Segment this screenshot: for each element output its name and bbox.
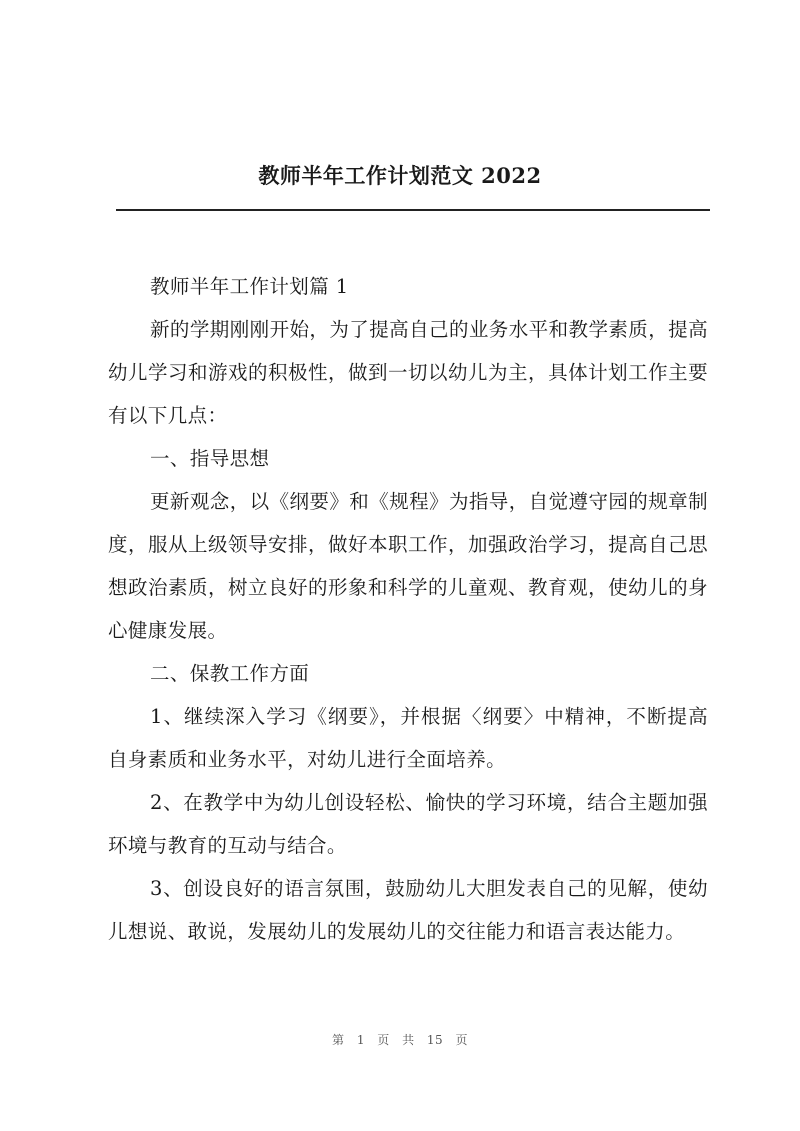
list-item: 1、继续深入学习《纲要》，并根据〈纲要〉中精神，不断提高自身素质和业务水平，对幼儿进行全面培养。 xyxy=(108,705,708,771)
document-title: 教师半年工作计划范文 2022 xyxy=(258,163,542,188)
list-item: 3、创设良好的语言氛围，鼓励幼儿大胆发表自己的见解，使幼儿想说、敢说，发展幼儿的发展幼儿的交往能力和语言表达能力。 xyxy=(108,877,708,943)
body-paragraph: 更新观念，以《纲要》和《规程》为指导，自觉遵守园的规章制度，服从上级领导安排，做好本职工作，加强政治学习，提高自己思想政治素质，树立良好的形象和科学的儿童观、教育观，使幼儿的身心健康发展。 xyxy=(108,490,708,642)
section-heading: 教师半年工作计划篇 1 xyxy=(150,275,349,298)
document-body xyxy=(108,265,708,953)
page-number: 第 1 页 共 15 页 xyxy=(332,1033,468,1047)
section-heading: 一、指导思想 xyxy=(150,447,270,470)
title-divider xyxy=(116,209,710,211)
body-paragraph: 新的学期刚刚开始，为了提高自己的业务水平和教学素质，提高幼儿学习和游戏的积极性，做到一切以幼儿为主，具体计划工作主要有以下几点： xyxy=(108,318,708,427)
list-item: 2、在教学中为幼儿创设轻松、愉快的学习环境，结合主题加强环境与教育的互动与结合。 xyxy=(108,791,708,857)
section-heading: 二、保教工作方面 xyxy=(150,662,310,685)
